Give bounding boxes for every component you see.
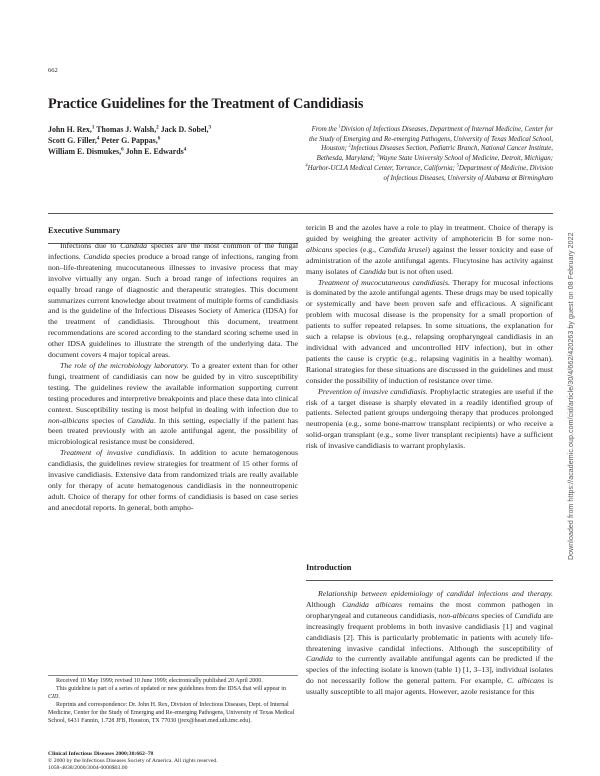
author-name: Scott G. Filler, [48, 136, 97, 146]
italic-run: The role of the microbiology laboratory. [60, 360, 189, 370]
issn-line: 1058-4838/2000/3004-0008$03.00 [48, 765, 128, 772]
affiliation-marker: 1 [91, 124, 95, 131]
italic-run: Prevention of invasive candidiasis. [318, 386, 428, 396]
introduction-heading: Introduction [306, 563, 352, 572]
executive-summary-left-column [48, 241, 298, 514]
executive-summary-right-column [306, 223, 553, 452]
journal-citation [48, 751, 298, 773]
paragraph: tericin B and the azoles have a role to play in treatment. Choice of therapy is guided by weighing the greater activity of amphotericin B for some non-albicans species (e.g., Candida krusei) against the lesser toxicity and ease of administration of the azole antifungal agents. Flucytosine has activity against many isolates of Candida but is not often used. [306, 223, 554, 276]
italic-run: Candida [120, 241, 147, 250]
italic-run: albicans [306, 244, 333, 254]
author-line [48, 135, 211, 146]
author-line [48, 146, 211, 157]
footnotes [48, 677, 298, 726]
italic-run: Candida krusei [378, 244, 428, 254]
footnote: Reprints and correspondence: Dr. John H. Rex, Division of Infectious Diseases, Dept. of Internal Medicine, Center for the Study of Emerging and Re-emerging Pathogens, University of Texas Medical School, 6431 Fannin, 1.728 JFB, Houston, TX 77030 (jrex@heart.med.uth.tmc.edu). [48, 702, 295, 725]
download-watermark: Downloaded from https://academic.oup.com/cid/article/30/4/662/420263 by guest on 08 February 2022 [568, 232, 575, 560]
italic-run: Candida [306, 654, 333, 664]
affiliation-marker: 3 [376, 152, 379, 158]
affiliation-marker: 2 [348, 143, 351, 149]
affiliation-marker: 2 [156, 124, 159, 131]
page-number: 662 [48, 67, 58, 74]
italic-run: non-albicans [438, 610, 480, 620]
italic-run: Treatment of mucocutaneous candidiasis. [318, 277, 450, 287]
author-name: John H. Rex, [48, 125, 92, 134]
italic-run: Treatment of invasive candidiasis. [60, 448, 175, 458]
author-name: Peter G. Pappas, [99, 136, 158, 146]
italic-run: non-albicans [48, 415, 89, 425]
italic-run: Candida albicans [342, 599, 402, 609]
copyright-line: © 2000 by the Infectious Diseases Society of America. All rights reserved. [48, 758, 218, 765]
author-name: William E. Dismukes, [48, 147, 122, 157]
paragraph: Treatment of mucocutaneous candidiasis. Therapy for mucosal infections is dominated by the azole antifungal agents. These drugs may be used topically or systemically and have been proven safe and efficacious. A significant problem with mucosal disease is the propensity for a small proportion of patients to suffer repeated relapses. In some situations, the explanation for such a relapse is obvious (e.g., relapsing oropharyngeal candidiasis in an individual with advanced and uncontrolled HIV infection), but in other patients the cause is cryptic (e.g., relapsing vaginitis in a healthy woman). Rational strategies for these situations are discussed in the guidelines and must consider the possibility of induction of resistance over time. [306, 277, 554, 385]
italic-run: C. albicans [506, 676, 545, 686]
paragraph: Prevention of invasive candidiasis. Prophylactic strategies are useful if the risk of a target disease is sharply elevated in a readily identified group of patients. Selected patient groups undergoing therapy that produces prolonged neutropenia (e.g., some bone-marrow transplant recipients) or who receive a solid-organ transplant (e.g., some liver transplant recipients) have a sufficient risk of invasive candidiasis to warrant prophylaxis. [306, 386, 553, 451]
footnote: Received 10 May 1999; revised 10 June 1999; electronically published 20 April 2000. [56, 678, 263, 684]
affiliation-marker: 1 [338, 123, 341, 129]
italic-run: Candida [514, 610, 542, 620]
affiliations: From the $^1$Division of Infectious Diseases, Department of Internal Medicine, Center for the Study of Emerging and Re-emerging Pathogens, University of Texas Medical School, Houston; $^2$Infectious Diseases Section, Pediatric Branch, National Cancer Institute, Bethesda, Maryland; $^3$Wayne State University School of Medicine, Detroit, Michigan; $^4$Harbor-UCLA Medical Center, Torrance, California; $^5$Department of Medicine, Division of Infectious Diseases, University of Alabama at Birmingham [305, 123, 553, 182]
footnote: This guideline is part of a series of updated or new guidelines from the IDSA that will appear in CID. [48, 686, 286, 701]
footnote-divider [48, 675, 298, 676]
affiliation-marker: 5 [456, 162, 459, 168]
italic-run: CID [48, 694, 59, 701]
section-divider [306, 580, 553, 581]
introduction-text [306, 589, 553, 698]
affiliation-marker: 4 [96, 135, 100, 142]
article-title: Practice Guidelines for the Treatment of Candidiasis [48, 96, 364, 112]
author-name: Thomas J. Walsh, [94, 125, 157, 134]
italic-run: Relationship between epidemiology of candidal infections and therapy. [318, 589, 553, 598]
paragraph: The role of the microbiology laboratory. To a greater extent than for other fungi, treatment of candidiasis can now be guided by in vitro susceptibility testing. The guidelines review the available information supporting current testing procedures and interpretive breakpoints and place these data into clinical context. Susceptibility testing is most helpful in dealing with infection due to non-albicans species of Candida. In this setting, especially if the patient has been treated previously with an azole antifungal agent, the possibility of microbiological resistance must be considered. [48, 360, 298, 447]
author-name: John E. Edwards [123, 147, 184, 157]
header-divider [48, 213, 553, 214]
paragraph: Relationship between epidemiology of candidal infections and therapy. Although Candida albicans remains the most common pathogen in oropharyngeal and cutaneous candidiasis, non-albicans species of Candida are increasingly frequent problems in both invasive candidiasis [1] and vaginal candidiasis [2]. This is particularly problematic in patients with acutely life-threatening invasive candidal infections. Although the susceptibility of Candida to the currently available antifungal agents can be predicted if the species of the infecting isolate is known (table 1) [1, 3–13], individual isolates do not necessarily follow the general pattern. For example, C. albicans is usually susceptible to all major agents. However, azole resistance for this [306, 589, 554, 697]
affiliation-marker: 6 [121, 146, 124, 153]
affiliation-marker: 3 [208, 124, 212, 131]
paragraph: Treatment of invasive candidiasis. In addition to acute hematogenous candidiasis, the guidelines review strategies for treatment of 15 other forms of invasive candidiasis. Extensive data from randomized trials are really available only for therapy of acute hematogenous candidiasis in the nonneutropenic adult. Choice of therapy for other forms of candidiasis is based on case series and anecdotal reports. In general, both ampho- [48, 448, 298, 512]
author-name: Jack D. Sobel, [158, 125, 209, 134]
paragraph: Infections due to Candida species are the most common of the fungal infections. Candida species produce a broad range of infections, ranging from non–life-threatening mucocutaneous illnesses to invasive process that may involve virtually any organ. Such a broad range of infections requires an equally broad range of diagnostic and therapeutic strategies. This document summarizes current knowledge about treatment of multiple forms of candidiasis and is the guideline of the Infectious Diseases Society of America (IDSA) for the treatment of candidiasis. Throughout this document, treatment recommendations are scored according to the standard scoring scheme used in other IDSA guidelines to illustrate the strength of the underlying data. The document covers 4 major topical areas. [48, 241, 298, 360]
italic-run: Candida [359, 266, 386, 276]
executive-summary-heading: Executive Summary [48, 226, 121, 235]
italic-run: Candida [126, 415, 154, 425]
affiliation-marker: 6 [157, 135, 161, 142]
affiliation-marker: 4 [305, 162, 308, 168]
italic-run: Candida [83, 251, 111, 261]
author-list [48, 124, 211, 158]
affiliation-marker: 4 [183, 146, 187, 153]
author-line [48, 124, 211, 135]
journal-volume: 2000;30:662–78 [114, 751, 154, 757]
journal-name: Clinical Infectious Diseases [48, 751, 115, 757]
